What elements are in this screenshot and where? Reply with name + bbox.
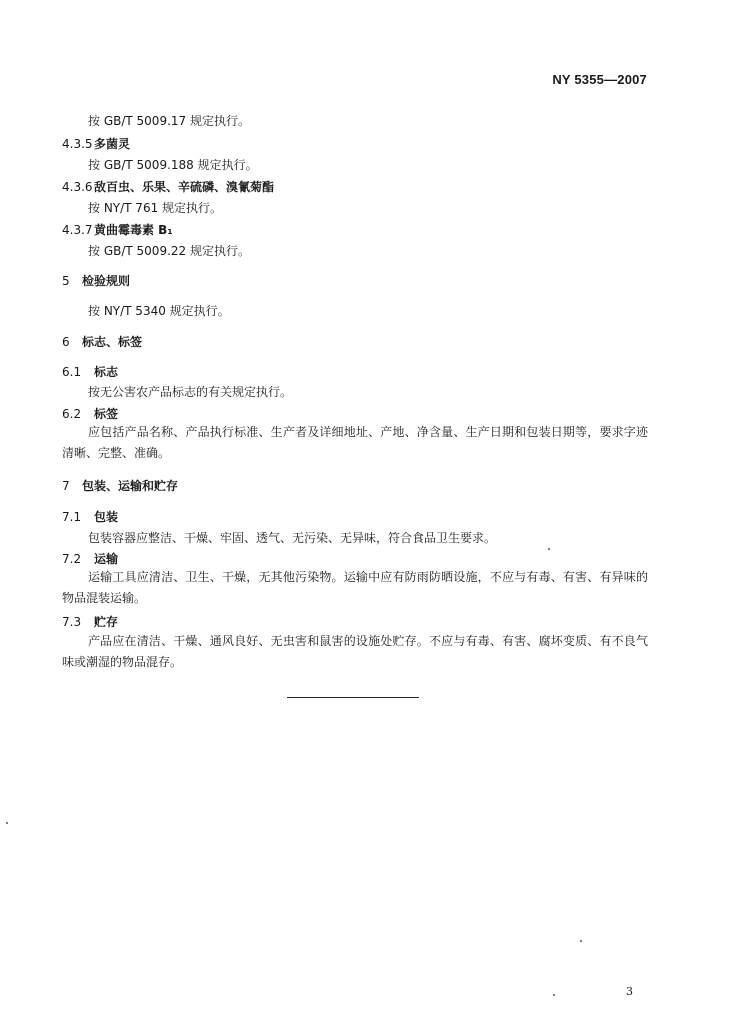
body-paragraph: 应包括产品名称、产品执行标准、生产者及详细地址、产地、净含量、生产日期和包装日期等，要求字迹清晰、完整、准确。 — [62, 425, 648, 460]
section-title: 运输 — [94, 552, 119, 566]
page-number: 3 — [626, 985, 633, 998]
body-line: 按 GB/T 5009.188 规定执行。 — [88, 158, 258, 172]
body-line: 包装容器应整洁、干燥、牢固、透气、无污染、无异味，符合食品卫生要求。 — [88, 531, 497, 545]
section-title: 贮存 — [94, 615, 119, 629]
section-heading-5 — [62, 272, 130, 289]
section-heading-4-3-6 — [62, 178, 274, 195]
body-line: 按 GB/T 5009.17 规定执行。 — [88, 114, 250, 128]
scan-speck — [548, 548, 550, 550]
section-number: 4.3.7 — [62, 223, 93, 237]
section-heading-7-3 — [62, 613, 118, 630]
section-heading-6-2 — [62, 405, 118, 422]
section-title: 标签 — [94, 407, 119, 421]
section-title: 多菌灵 — [94, 137, 131, 151]
scan-speck — [580, 940, 582, 942]
scan-speck — [553, 994, 555, 996]
section-title: 包装、运输和贮存 — [82, 479, 179, 493]
end-rule — [287, 697, 419, 698]
section-heading-6 — [62, 333, 142, 350]
body-line: 按 NY/T 761 规定执行。 — [88, 201, 223, 215]
standard-code: NY 5355—2007 — [552, 72, 647, 87]
body-line: 按无公害农产品标志的有关规定执行。 — [88, 385, 293, 399]
section-heading-4-3-7 — [62, 221, 173, 238]
section-number: 4.3.6 — [62, 180, 93, 194]
scan-speck — [6, 822, 8, 824]
section-title: 敌百虫、乐果、辛硫磷、溴氰菊酯 — [94, 180, 275, 194]
section-heading-7 — [62, 477, 178, 494]
section-title: 标志 — [94, 365, 119, 379]
section-number: 7.1 — [62, 510, 82, 524]
section-number: 7.2 — [62, 552, 82, 566]
section-heading-4-3-5 — [62, 135, 130, 152]
section-heading-7-2 — [62, 550, 118, 567]
body-paragraph: 产品应在清洁、干燥、通风良好、无虫害和鼠害的设施处贮存。不应与有毒、有害、腐坏变质、有不良气味或潮湿的物品混存。 — [62, 634, 648, 669]
body-line: 按 GB/T 5009.22 规定执行。 — [88, 244, 250, 258]
body-paragraph: 运输工具应清洁、卫生、干燥，无其他污染物。运输中应有防雨防晒设施，不应与有毒、有害、有异味的物品混装运输。 — [62, 570, 648, 605]
section-number: 7 — [62, 479, 70, 493]
section-title: 黄曲霉毒素 B₁ — [94, 223, 173, 237]
section-heading-7-1 — [62, 508, 118, 525]
section-number: 4.3.5 — [62, 137, 93, 151]
section-title: 检验规则 — [82, 274, 131, 288]
section-title: 标志、标签 — [82, 335, 143, 349]
section-number: 6 — [62, 335, 70, 349]
section-number: 6.2 — [62, 407, 82, 421]
section-number: 7.3 — [62, 615, 82, 629]
section-number: 5 — [62, 274, 70, 288]
body-line: 按 NY/T 5340 规定执行。 — [88, 304, 230, 318]
section-heading-6-1 — [62, 363, 118, 380]
section-number: 6.1 — [62, 365, 82, 379]
section-title: 包装 — [94, 510, 119, 524]
